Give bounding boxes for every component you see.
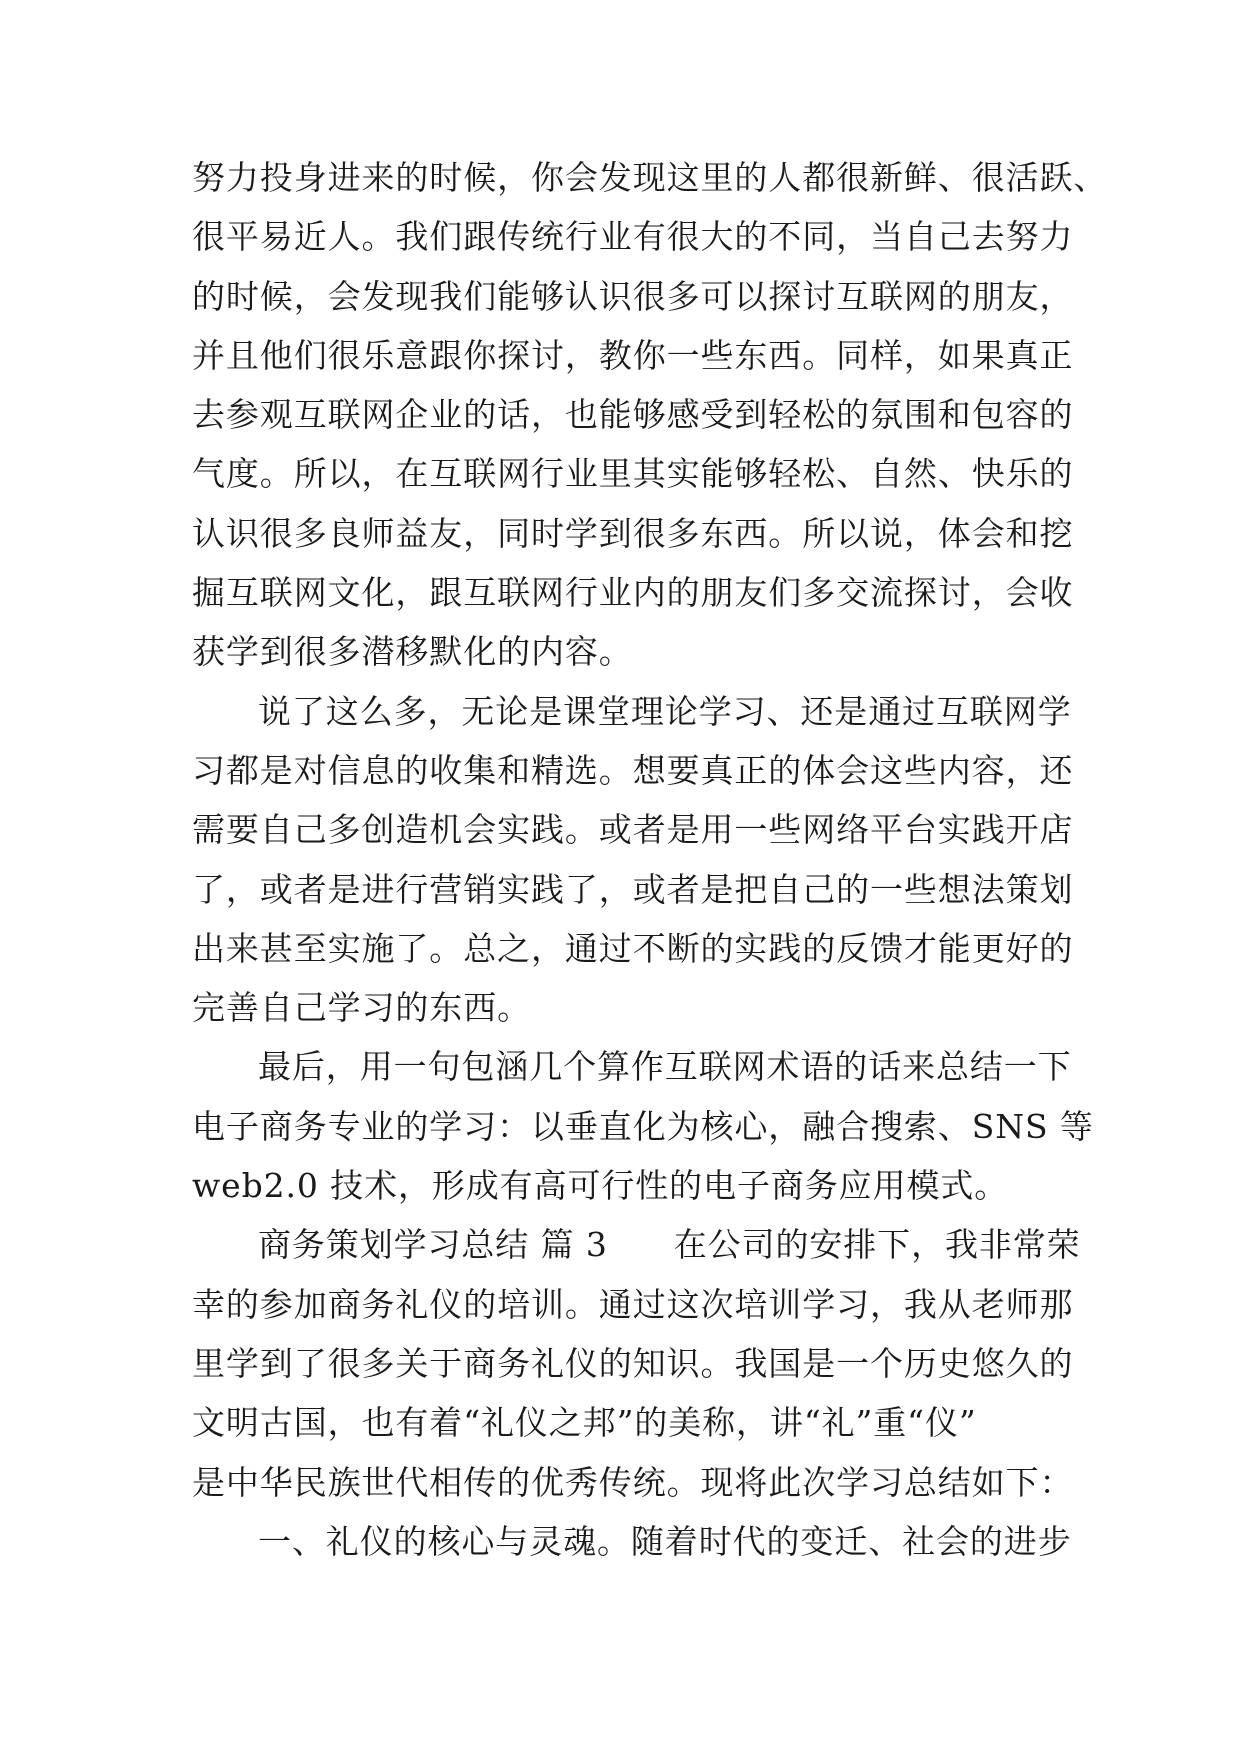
text-line: 努力投身进来的时候，你会发现这里的人都很新鲜、很活跃、 bbox=[192, 158, 1108, 197]
text-line: web2.0 技术，形成有高可行性的电子商务应用模式。 bbox=[192, 1166, 1009, 1206]
text-line: 完善自己学习的东西。 bbox=[192, 988, 531, 1028]
text-line: 说了这么多，无论是课堂理论学习、还是通过互联网学 bbox=[258, 691, 1072, 731]
section-lead-text: 在公司的安排下，我非常荣 bbox=[673, 1225, 1081, 1265]
text-line: 习都是对信息的收集和精选。想要真正的体会这些内容，还 bbox=[192, 750, 1074, 790]
text-line: 很平易近人。我们跟传统行业有很大的不同，当自己去努力 bbox=[192, 217, 1074, 257]
document-body bbox=[192, 148, 1108, 1571]
section-heading-line bbox=[192, 1215, 1081, 1274]
text-line: 幸的参加商务礼仪的培训。通过这次培训学习，我从老师那 bbox=[192, 1284, 1074, 1324]
text-line: 电子商务专业的学习：以垂直化为核心，融合搜索、SNS 等 bbox=[192, 1106, 1094, 1146]
paragraph-internet-culture bbox=[192, 148, 1108, 682]
text-line: 最后，用一句包涵几个算作互联网术语的话来总结一下 bbox=[258, 1047, 1072, 1087]
text-line: 认识很多良师益友，同时学到很多东西。所以说，体会和挖 bbox=[192, 513, 1074, 553]
section-heading: 商务策划学习总结 篇 3 bbox=[258, 1225, 608, 1265]
text-line: 去参观互联网企业的话，也能够感受到轻松的氛围和包容的 bbox=[192, 395, 1074, 435]
text-line: 并且他们很乐意跟你探讨，教你一些东西。同样，如果真正 bbox=[192, 335, 1074, 375]
text-line: 一、礼仪的核心与灵魂。随着时代的变迁、社会的进步 bbox=[258, 1521, 1072, 1561]
text-line: 了，或者是进行营销实践了，或者是把自己的一些想法策划 bbox=[192, 869, 1074, 909]
text-line: 出来甚至实施了。总之，通过不断的实践的反馈才能更好的 bbox=[192, 928, 1074, 968]
paragraph-section-3 bbox=[192, 1215, 1081, 1511]
text-line: 的时候，会发现我们能够认识很多可以探讨互联网的朋友， bbox=[192, 276, 1074, 316]
text-line: 是中华民族世代相传的优秀传统。现将此次学习总结如下： bbox=[192, 1462, 1074, 1502]
text-line: 获学到很多潜移默化的内容。 bbox=[192, 632, 633, 672]
text-line: 气度。所以，在互联网行业里其实能够轻松、自然、快乐的 bbox=[192, 454, 1074, 494]
text-line: 掘互联网文化，跟互联网行业内的朋友们多交流探讨，会收 bbox=[192, 573, 1074, 613]
text-line: 需要自己多创造机会实践。或者是用一些网络平台实践开店 bbox=[192, 810, 1074, 850]
text-line: 里学到了很多关于商务礼仪的知识。我国是一个历史悠久的 bbox=[192, 1343, 1074, 1383]
paragraph-practice bbox=[192, 682, 1074, 1038]
paragraph-summary bbox=[192, 1037, 1094, 1215]
paragraph-etiquette-core bbox=[192, 1512, 1072, 1571]
text-line: 文明古国，也有着“礼仪之邦”的美称，讲“礼”重“仪” bbox=[192, 1403, 977, 1443]
